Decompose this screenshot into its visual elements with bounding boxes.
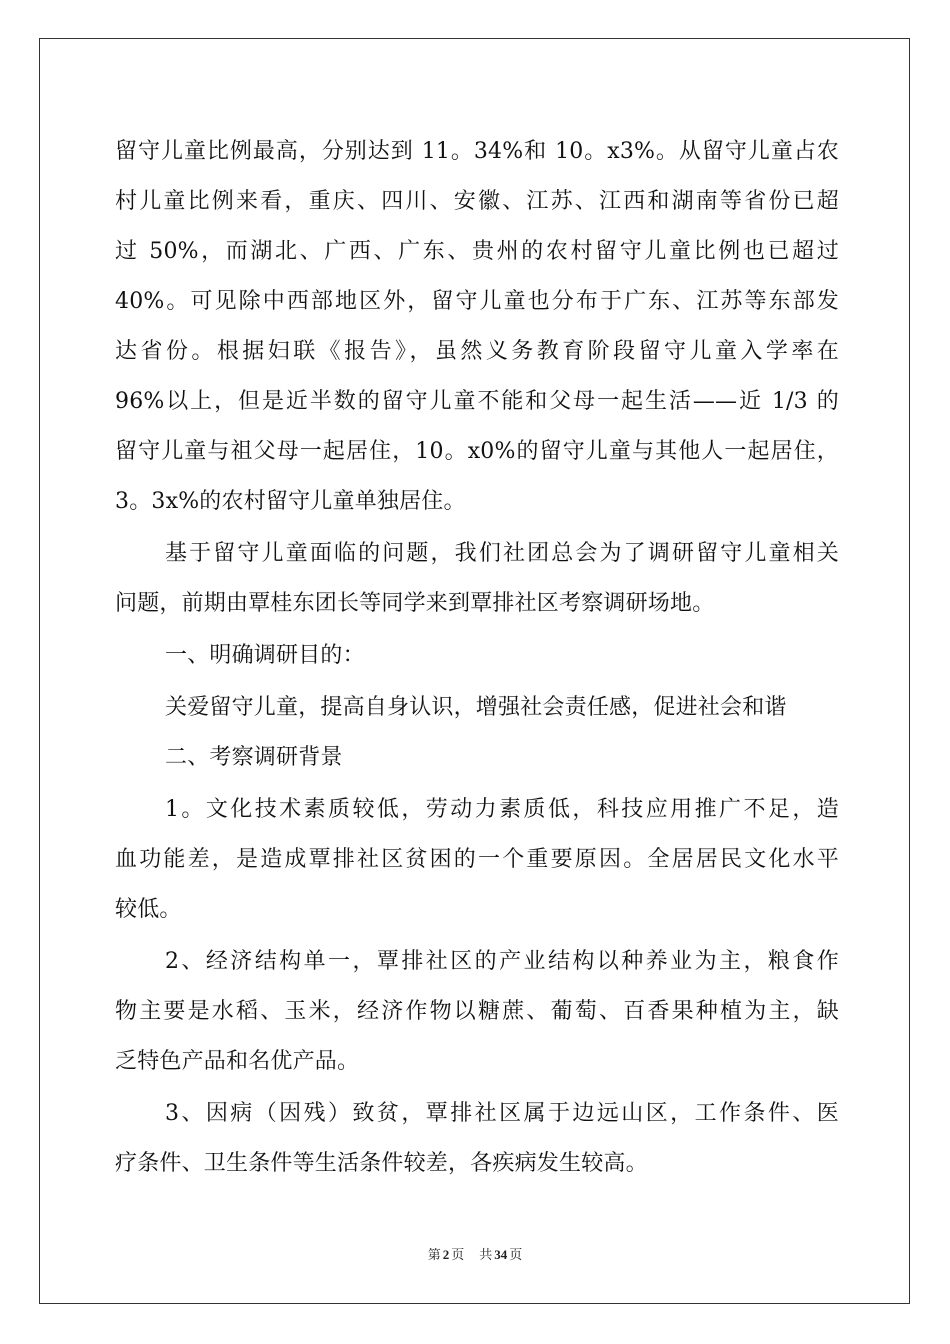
text-line: 基于留守儿童面临的问题，我们社团总会为了调研留守儿童相关 [165, 541, 839, 566]
text-line: 3。3x%的农村留守儿童单独居住。 [115, 489, 466, 514]
text-line: 40%。可见除中西部地区外，留守儿童也分布于广东、江苏等东部发 [115, 289, 839, 314]
text-line: 关爱留守儿童，提高自身认识，增强社会责任感，促进社会和谐 [165, 695, 787, 720]
text-line: 问题，前期由覃桂东团长等同学来到覃排社区考察调研场地。 [115, 591, 715, 616]
text-line: 3、因病（因残）致贫，覃排社区属于边远山区，工作条件、医 [165, 1101, 839, 1126]
total-prefix: 共 [479, 1247, 493, 1262]
text-line: 血功能差，是造成覃排社区贫困的一个重要原因。全居居民文化水平 [115, 847, 839, 872]
page-number: 2 [442, 1247, 450, 1262]
text-line: 物主要是水稻、玉米，经济作物以糖蔗、葡萄、百香果种植为主，缺 [115, 999, 839, 1024]
total-suffix: 页 [509, 1247, 523, 1262]
text-line: 留守儿童比例最高，分别达到 11。34%和 10。x3%。从留守儿童占农 [115, 139, 839, 164]
text-line: 96%以上，但是近半数的留守儿童不能和父母一起生活——近 1/3 的 [115, 389, 839, 414]
text-line: 乏特色产品和名优产品。 [115, 1049, 360, 1074]
page-footer [0, 1244, 950, 1263]
text-line: 过 50%，而湖北、广西、广东、贵州的农村留守儿童比例也已超过 [115, 239, 839, 264]
section-heading: 一、明确调研目的： [165, 643, 365, 668]
total-pages: 34 [494, 1247, 508, 1262]
page-prefix: 第 [427, 1247, 441, 1262]
text-line: 留守儿童与祖父母一起居住，10。x0%的留守儿童与其他人一起居住， [115, 439, 839, 464]
section-heading: 二、考察调研背景 [165, 745, 343, 770]
text-line: 1。文化技术素质较低，劳动力素质低，科技应用推广不足，造 [165, 797, 839, 822]
page-suffix: 页 [451, 1247, 465, 1262]
text-line: 疗条件、卫生条件等生活条件较差，各疾病发生较高。 [115, 1151, 648, 1176]
document-body [115, 127, 839, 1189]
text-line: 村儿童比例来看，重庆、四川、安徽、江苏、江西和湖南等省份已超 [115, 189, 839, 214]
text-line: 达省份。根据妇联《报告》，虽然义务教育阶段留守儿童入学率在 [115, 339, 839, 364]
text-line: 2、经济结构单一，覃排社区的产业结构以种养业为主，粮食作 [165, 949, 839, 974]
text-line: 较低。 [115, 897, 182, 922]
